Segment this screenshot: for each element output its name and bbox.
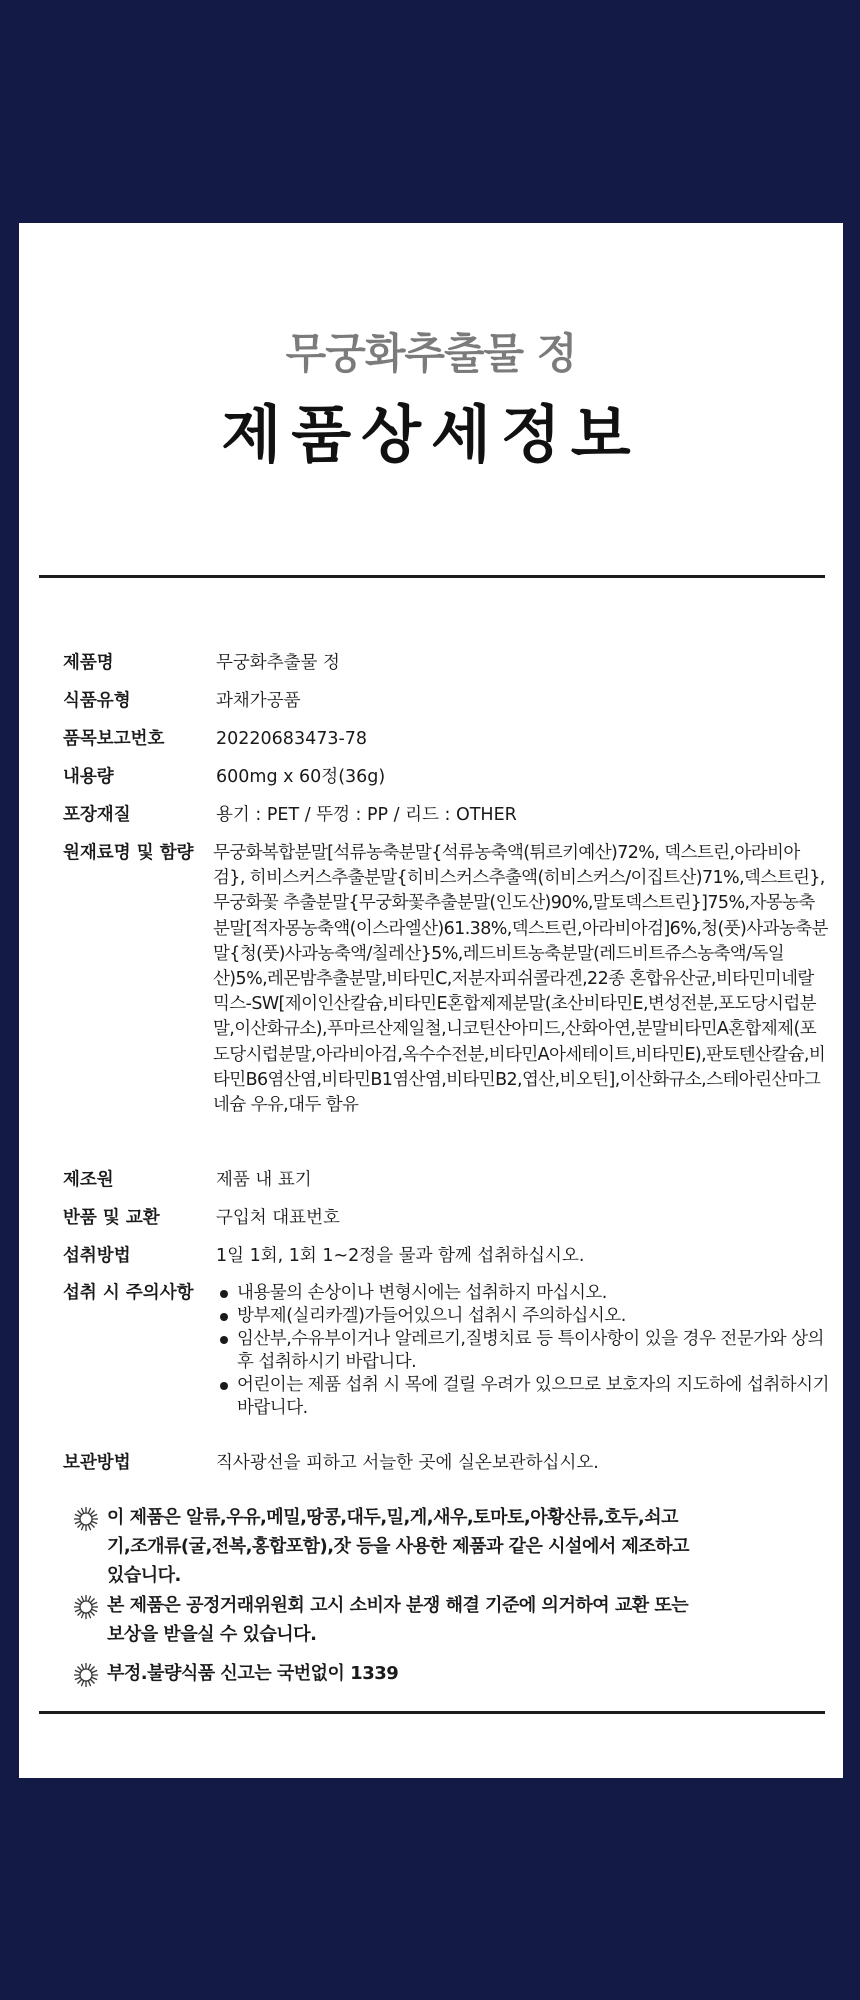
detail-label: 반품 및 교환 bbox=[63, 1208, 160, 1228]
detail-value: 직사광선을 피하고 서늘한 곳에 실온보관하십시오. bbox=[216, 1453, 599, 1473]
notice-text: 부정.불량식품 신고는 국번없이 1339 bbox=[107, 1663, 399, 1684]
detail-value: 용기 : PET / 뚜껑 : PP / 리드 : OTHER bbox=[216, 805, 517, 825]
detail-label: 내용량 bbox=[63, 767, 114, 787]
detail-value: 20220683473-78 bbox=[216, 729, 368, 749]
detail-value: 1일 1회, 1회 1~2정을 물과 함께 섭취하십시오. bbox=[216, 1246, 585, 1266]
detail-row-type bbox=[63, 689, 829, 713]
detail-label: 품목보고번호 bbox=[63, 729, 165, 749]
caution-list bbox=[216, 1282, 829, 1420]
caution-item: 내용물의 손상이나 변형시에는 섭취하지 마십시오. bbox=[216, 1282, 829, 1305]
detail-row-returns bbox=[63, 1206, 829, 1230]
detail-label: 원재료명 및 함량 bbox=[63, 843, 194, 863]
detail-label: 포장재질 bbox=[63, 805, 131, 825]
detail-value: 과채가공품 bbox=[216, 691, 301, 711]
detail-label: 식품유형 bbox=[63, 691, 131, 711]
detail-row-content bbox=[63, 765, 829, 789]
detail-label: 섭취 시 주의사항 bbox=[63, 1283, 194, 1303]
detail-label: 섭취방법 bbox=[63, 1246, 131, 1266]
detail-value: 제품 내 표기 bbox=[216, 1170, 312, 1190]
product-subtitle: 무궁화추출물 정 bbox=[285, 329, 577, 378]
notice-refund bbox=[73, 1591, 693, 1649]
detail-value: 무궁화복합분말[석류농축분말{석류농축액(튀르키예산)72%, 덱스트린,아라비아검}, 히비스커스추출분말{히비스커스추출액(히비스커스/이집트산)71%,덱스트린},무궁화꽃 추출분말{무궁화꽃추출분말(인도산)90%,말토덱스트린}]75%,자몽농축분말[적자몽농축액(이스라엘산)61.38%,덱스트린,아라비아검]6%,청(풋)사과농축분말{청(풋)사과농축액/칠레산}5%,레드비트농축분말(레드비트쥬스농축액/독일산)5%,레몬밤추출분말,비타민C,저분자피쉬콜라겐,22종 혼합유산균,비타민미네랄믹스-SW[제이인산칼슘,비타민E혼합제제분말(초산비타민E,변성전분,포도당시럽분말,이산화규소),푸마르산제일철,니코틴산아미드,산화아연,분말비타민A혼합제제(포도당시럽분말,아라비아검,옥수수전분,비타민A아세테이트,비타민E),판토텐산칼슘,비타민B6염산염,비타민B1염산염,비타민B2,엽산,비오틴],이산화규소,스테아린산마그네슘 우유,대두 함유 bbox=[213, 843, 828, 1116]
detail-value bbox=[216, 1282, 829, 1420]
detail-value: 600mg x 60정(36g) bbox=[216, 767, 386, 787]
detail-row-storage bbox=[63, 1451, 829, 1475]
caution-item: 어린이는 제품 섭취 시 목에 걸릴 우려가 있으므로 보호자의 지도하에 섭취하시기 바랍니다. bbox=[216, 1374, 829, 1420]
detail-row-cautions bbox=[63, 1282, 829, 1420]
notice-report bbox=[73, 1659, 693, 1688]
detail-row-report-number bbox=[63, 727, 829, 751]
detail-value: 구입처 대표번호 bbox=[216, 1208, 340, 1228]
sun-burst-icon bbox=[73, 1506, 99, 1532]
detail-row-manufacturer bbox=[63, 1168, 829, 1192]
detail-row-ingredients bbox=[63, 841, 829, 1118]
sun-burst-icon bbox=[73, 1662, 99, 1688]
caution-item: 방부제(실리카겔)가들어있으니 섭취시 주의하십시오. bbox=[216, 1305, 829, 1328]
detail-label: 제조원 bbox=[63, 1170, 114, 1190]
page-title: 제품상세정보 bbox=[221, 398, 641, 471]
bottom-divider bbox=[39, 1711, 825, 1714]
product-info-card bbox=[19, 223, 843, 1778]
detail-value: 무궁화추출물 정 bbox=[216, 653, 340, 673]
detail-row-packaging bbox=[63, 803, 829, 827]
caution-item: 임산부,수유부이거나 알레르기,질병치료 등 특이사항이 있을 경우 전문가와 상의 후 섭취하시기 바랍니다. bbox=[216, 1328, 829, 1374]
detail-row-name bbox=[63, 651, 829, 675]
notice-allergen bbox=[73, 1503, 693, 1590]
notice-text: 이 제품은 알류,우유,메밀,땅콩,대두,밀,게,새우,토마토,아황산류,호두,쇠고기,조개류(굴,전복,홍합포함),잣 등을 사용한 제품과 같은 시설에서 제조하고 있습니다. bbox=[107, 1507, 690, 1586]
notice-text: 본 제품은 공정거래위원회 고시 소비자 분쟁 해결 기준에 의거하여 교환 또는 보상을 받을실 수 있습니다. bbox=[107, 1595, 689, 1645]
detail-row-intake bbox=[63, 1244, 829, 1268]
sun-burst-icon bbox=[73, 1594, 99, 1620]
detail-label: 보관방법 bbox=[63, 1453, 131, 1473]
detail-label: 제품명 bbox=[63, 653, 114, 673]
top-divider bbox=[39, 575, 825, 578]
